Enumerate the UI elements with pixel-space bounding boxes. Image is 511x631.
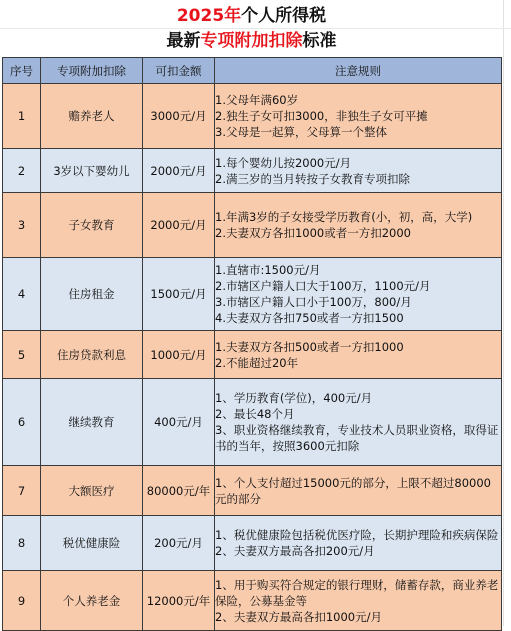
row-index: 3 bbox=[3, 193, 41, 258]
rule-line: 1.夫妻双方各扣500或者一方扣1000 bbox=[215, 339, 404, 354]
row-rules bbox=[215, 258, 502, 331]
rule-line: 1.每个婴幼儿按2000元/月 bbox=[215, 155, 352, 170]
row-amount: 1500元/月 bbox=[143, 258, 215, 331]
row-item: 住房租金 bbox=[41, 258, 143, 331]
rule-line: 1、学历教育(学位)，400元/月 bbox=[215, 391, 373, 405]
title-line2-prefix: 最新 bbox=[166, 31, 201, 51]
table-row bbox=[3, 84, 502, 149]
table-row bbox=[3, 258, 502, 331]
row-amount: 400元/月 bbox=[143, 379, 215, 466]
row-rules bbox=[215, 84, 502, 149]
header-item: 专项附加扣除 bbox=[41, 58, 143, 84]
rule-line: 3.父母是一起算，父母算一个整体 bbox=[215, 125, 387, 139]
table-row bbox=[3, 466, 502, 516]
row-amount: 12000元/年 bbox=[143, 571, 215, 631]
row-rules bbox=[215, 149, 502, 193]
row-index: 2 bbox=[3, 149, 41, 193]
table-row bbox=[3, 516, 502, 571]
table-row bbox=[3, 571, 502, 631]
row-rules bbox=[215, 193, 502, 258]
rule-line: 2.独生子女可扣3000，非独生子女可平摊 bbox=[215, 109, 428, 123]
rule-line: 2.夫妻双方各扣1000或者一方扣2000 bbox=[215, 226, 412, 240]
rule-line: 1.父母年满60岁 bbox=[215, 93, 299, 107]
rule-line: 2.满三岁的当月转按子女教育专项扣除 bbox=[215, 171, 410, 186]
row-index: 4 bbox=[3, 258, 41, 331]
title-line-2 bbox=[0, 30, 503, 52]
title-line2-suffix: 标准 bbox=[302, 31, 337, 51]
table-row bbox=[3, 193, 502, 258]
row-item: 子女教育 bbox=[41, 193, 143, 258]
row-amount: 80000元/年 bbox=[143, 466, 215, 516]
row-rules bbox=[215, 466, 502, 516]
row-index: 7 bbox=[3, 466, 41, 516]
row-index: 9 bbox=[3, 571, 41, 631]
table-row bbox=[3, 149, 502, 193]
header-index: 序号 bbox=[3, 58, 41, 84]
rule-line: 1.直辖市:1500元/月 bbox=[215, 263, 321, 277]
row-amount: 2000元/月 bbox=[143, 193, 215, 258]
row-item: 个人养老金 bbox=[41, 571, 143, 631]
row-item: 大额医疗 bbox=[41, 466, 143, 516]
title-line-1 bbox=[0, 5, 503, 27]
row-amount: 3000元/月 bbox=[143, 84, 215, 149]
rule-line: 2、夫妻双方最高各扣200元/月 bbox=[215, 544, 375, 558]
row-item: 继续教育 bbox=[41, 379, 143, 466]
row-item: 赡养老人 bbox=[41, 84, 143, 149]
rule-line: 3.市辖区户籍人口小于100万，800/月 bbox=[215, 295, 412, 309]
table-row bbox=[3, 379, 502, 466]
rule-line: 2.市辖区户籍人口大于100万，1100元/月 bbox=[215, 279, 431, 293]
rule-line: 1.年满3岁的子女接受学历教育(小，初，高，大学) bbox=[215, 210, 473, 224]
row-index: 8 bbox=[3, 516, 41, 571]
row-rules bbox=[215, 379, 502, 466]
deduction-table bbox=[2, 57, 502, 631]
row-amount: 2000元/月 bbox=[143, 149, 215, 193]
rule-line: 3、职业资格继续教育，专业技术人员职业资格，取得证书的当年，按照3600元扣除 bbox=[215, 423, 499, 453]
rule-line: 2、夫妻双方最高各扣1000元/月 bbox=[215, 609, 382, 624]
table-row bbox=[3, 331, 502, 379]
title-year: 2025年 bbox=[176, 6, 242, 26]
row-item: 住房贷款利息 bbox=[41, 331, 143, 379]
rule-line: 1、税优健康险包括税优医疗险，长期护理险和疾病保险 bbox=[215, 528, 499, 542]
rule-line: 2、最长48个月 bbox=[215, 407, 295, 421]
row-rules bbox=[215, 516, 502, 571]
row-rules bbox=[215, 571, 502, 631]
row-item: 3岁以下婴幼儿 bbox=[41, 149, 143, 193]
row-index: 1 bbox=[3, 84, 41, 149]
row-item: 税优健康险 bbox=[41, 516, 143, 571]
row-rules bbox=[215, 331, 502, 379]
row-index: 6 bbox=[3, 379, 41, 466]
sheet-gridline bbox=[503, 0, 504, 626]
rule-line: 2.不能超过20年 bbox=[215, 355, 299, 370]
header-amount: 可扣金额 bbox=[143, 58, 215, 84]
header-rules: 注意规则 bbox=[215, 58, 502, 84]
rule-line: 1、用于购买符合规定的银行理财，储蓄存款，商业养老保险，公募基金等 bbox=[215, 577, 499, 608]
row-amount: 200元/月 bbox=[143, 516, 215, 571]
title-highlight: 专项附加扣除 bbox=[200, 31, 303, 51]
row-amount: 1000元/月 bbox=[143, 331, 215, 379]
rule-line: 1、个人支付超过15000元的部分，上限不超过80000元的部分 bbox=[215, 475, 491, 506]
table-body bbox=[3, 84, 502, 631]
table-header-row bbox=[3, 58, 502, 84]
page-title bbox=[0, 0, 503, 58]
title-line1-text: 个人所得税 bbox=[241, 6, 327, 26]
rule-line: 4.夫妻双方各扣750或者一方扣1500 bbox=[215, 311, 404, 325]
row-index: 5 bbox=[3, 331, 41, 379]
